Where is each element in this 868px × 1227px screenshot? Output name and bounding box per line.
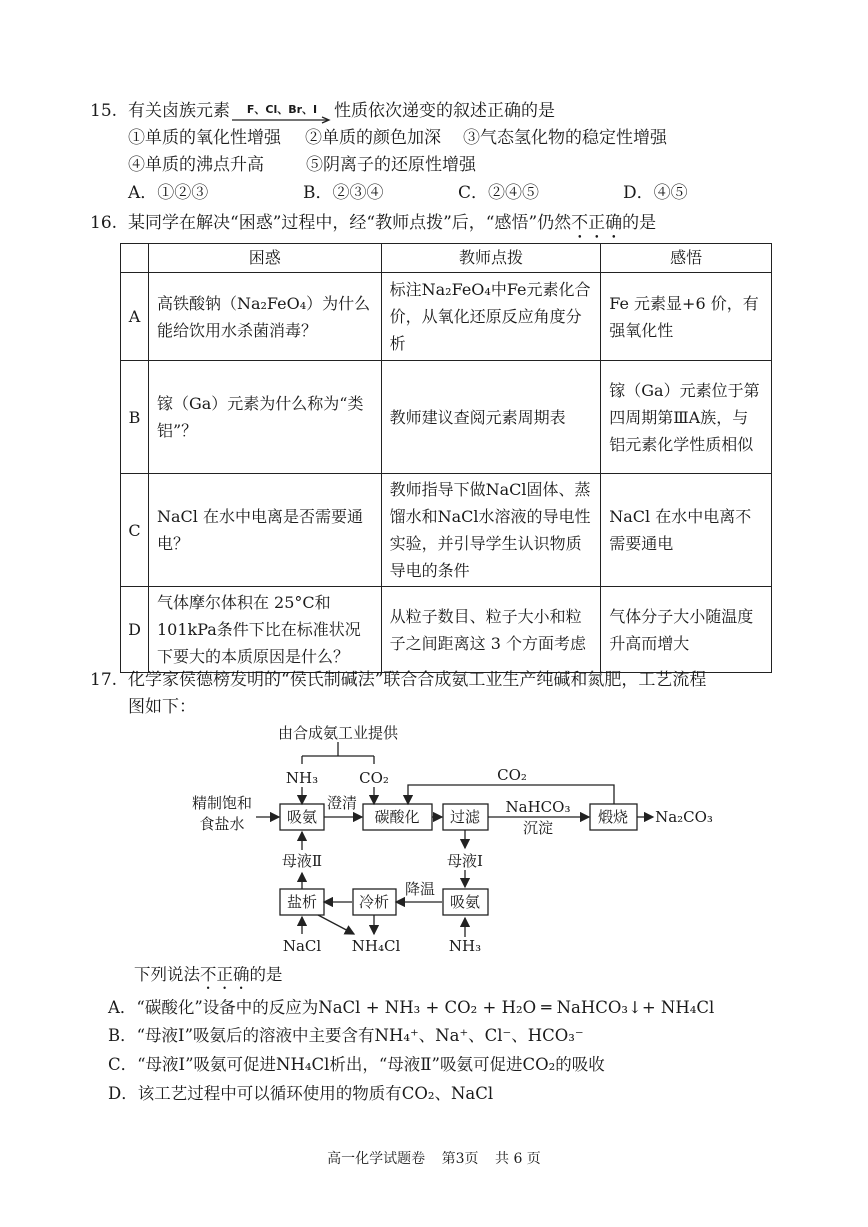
table-header-confusion: 困惑 [148, 244, 381, 273]
q15-option-a[interactable]: A．①②③ [128, 183, 209, 203]
q15-item-2: ②单质的颜色加深 [305, 128, 441, 148]
q15-item-4: ④单质的沸点升高 [128, 155, 264, 175]
q15-item-1: ①单质的氧化性增强 [128, 128, 281, 148]
q17-prompt [134, 962, 283, 993]
q17-option-b[interactable]: B．“母液Ⅰ”吸氨后的溶液中主要含有NH₄⁺、Na⁺、Cl⁻、HCO₃⁻ [108, 1026, 584, 1045]
row-letter-a: A [121, 273, 149, 361]
cell-confusion: 气体摩尔体积在 25°C和101kPa条件下比在标准状况下要大的本质原因是什么？ [148, 587, 381, 673]
table-header-guidance: 教师点拨 [381, 244, 601, 273]
cell-guidance: 教师建议查阅元素周期表 [381, 361, 601, 474]
cell-insight: 镓（Ga）元素位于第四周期第ⅢA族，与铝元素化学性质相似 [601, 361, 772, 474]
q17-option-d[interactable]: D．该工艺过程中可以循环使用的物质有CO₂、NaCl [108, 1084, 494, 1103]
label-absorb2: 吸氨 [449, 893, 481, 911]
q16-stem-post: 的是 [622, 213, 657, 233]
q15-stem-pre: 有关卤族元素 [128, 101, 230, 121]
label-feed-line2: 食盐水 [199, 815, 245, 833]
q15-item-3: ③气态氢化物的稳定性增强 [463, 128, 667, 148]
cell-guidance: 教师指导下做NaCl固体、蒸馏水和NaCl水溶液的导电性实验，并引导学生认识物质导电的条件 [381, 474, 601, 587]
label-precip: 沉淀 [522, 819, 554, 837]
label-mother2: 母液Ⅱ [281, 852, 323, 870]
label-na2co3: Na₂CO₃ [655, 808, 713, 826]
q17-prompt-pre: 下列说法 [134, 965, 200, 984]
q15-stem-post: 性质依次递变的叙述正确的是 [334, 101, 555, 121]
q15-number: 15. [90, 101, 118, 121]
row-letter-d: D [121, 587, 149, 673]
cell-insight: Fe 元素显+6 价，有强氧化性 [601, 273, 772, 361]
footer-total-pages: 共 6 页 [495, 1151, 541, 1167]
label-nacl: NaCl [282, 937, 322, 955]
cell-confusion: 高铁酸钠（Na₂FeO₄）为什么能给饮用水杀菌消毒？ [148, 273, 381, 361]
q17-stem-line2: 图如下： [128, 697, 196, 717]
q17-option-a[interactable]: A．“碳酸化”设备中的反应为NaCl + NH₃ + CO₂ + H₂O ═ NaHCO₃↓+ NH₄Cl [108, 998, 715, 1017]
label-filter: 过滤 [449, 808, 481, 826]
q15-option-b[interactable]: B．②③④ [303, 183, 384, 203]
label-carbonate: 碳酸化 [374, 808, 420, 826]
table-header-insight: 感悟 [601, 244, 772, 273]
q16-number: 16. [90, 213, 118, 233]
cell-guidance: 标注Na₂FeO₄中Fe元素化合价，从氧化还原反应角度分析 [381, 273, 601, 361]
q16-stem-emphasis: 不正确 [571, 213, 623, 233]
cell-insight: NaCl 在水中电离不需要通电 [601, 474, 772, 587]
label-nh3-top: NH₃ [285, 769, 319, 787]
q17-stem-text: 化学家侯德榜发明的“侯氏制碱法”联合合成氨工业生产纯碱和氮肥，工艺流程 [128, 670, 707, 690]
label-clarify: 澄清 [326, 794, 358, 812]
arrow-salting-nh4cl [318, 915, 354, 934]
footer-page-number: 第3页 [441, 1151, 479, 1167]
cell-guidance: 从粒子数目、粒子大小和粒子之间距离这 3 个方面考虑 [381, 587, 601, 673]
q17-prompt-emphasis: 不正确 [200, 965, 250, 984]
q17-prompt-post: 的是 [249, 965, 283, 984]
q17-number: 17. [90, 670, 118, 690]
label-co2-recycle: CO₂ [497, 766, 527, 784]
label-nahco3: NaHCO₃ [505, 798, 571, 816]
label-co2-top: CO₂ [359, 769, 389, 787]
q17-option-c[interactable]: C．“母液Ⅰ”吸氨可促进NH₄Cl析出，“母液Ⅱ”吸氨可促进CO₂的吸收 [108, 1055, 605, 1074]
label-nh4cl: NH₄Cl [351, 937, 401, 955]
label-absorb1: 吸氨 [286, 808, 318, 826]
label-calcine: 煅烧 [597, 808, 629, 826]
label-cool: 冷析 [358, 893, 390, 911]
row-letter-b: B [121, 361, 149, 474]
cell-insight: 气体分子大小随温度升高而增大 [601, 587, 772, 673]
q16-stem-pre: 某同学在解决“困惑”过程中，经“教师点拨”后，“感悟”仍然 [128, 213, 572, 233]
label-cooling: 降温 [404, 880, 436, 898]
q15-option-d[interactable]: D．④⑤ [623, 183, 688, 203]
label-nh3-bottom: NH₃ [448, 937, 482, 955]
q15-option-c[interactable]: C．②④⑤ [458, 183, 540, 203]
q15-item-5: ⑤阴离子的还原性增强 [306, 155, 476, 175]
page-footer [0, 1148, 868, 1168]
q15-halogens: F、Cl、Br、I [246, 103, 318, 116]
cell-confusion: 镓（Ga）元素为什么称为“类铝”？ [148, 361, 381, 474]
label-supply: 由合成氨工业提供 [277, 724, 399, 742]
label-feed-line1: 精制饱和 [191, 794, 253, 812]
row-letter-c: C [121, 474, 149, 587]
footer-title: 高一化学试题卷 [327, 1151, 426, 1167]
label-mother1: 母液Ⅰ [447, 852, 483, 870]
cell-confusion: NaCl 在水中电离是否需要通电？ [148, 474, 381, 587]
label-salting: 盐析 [286, 893, 318, 911]
